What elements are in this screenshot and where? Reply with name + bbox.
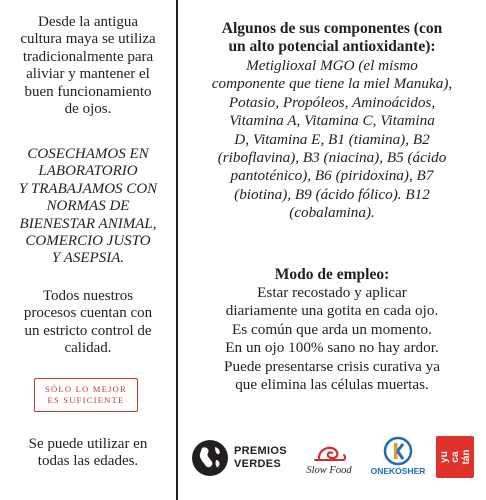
components-list: Metiglioxal MGO (el mismo componente que tiene la miel Manuka), Potasio, Propóleos, Aminoácidos, Vitamina A, Vitamina C, Vitamina D, Vitamina E, B1 (tiamina), B2 (riboflavina), B3 (niacina), B5 (ácido pantoténico), B6 (piridoxina), B7 (biotina), B9 (ácido fólico). B12 (cobalamina). (211, 57, 453, 222)
quality-paragraph: Todos nuestros procesos cuentan con un estricto control de calidad. (23, 288, 153, 357)
premios-verdes-text: PREMIOS VERDES (234, 445, 287, 470)
onekosher-k-icon (383, 436, 413, 466)
slow-food-text: Slow Food (306, 465, 352, 476)
usage-instructions: Estar recostado y aplicar diariamente una gotita en cada ojo. Es común que arda un momento. En un ojo 100% sano no hay ardor. Puede presentarse crisis curativa ya que elimina las células muertas. (224, 284, 440, 394)
right-column (178, 0, 486, 500)
intro-paragraph: Desde la antigua cultura maya se utiliza tradicionalmente para aliviar y mantener el buen funcionamiento de ojos. (20, 14, 156, 118)
quality-badge: SÓLO LO MEJOR ES SUFICIENTE (34, 378, 138, 412)
ages-paragraph: Se puede utilizar en todas las edades. (28, 436, 148, 470)
yucatan-text: yu ca tán (438, 449, 472, 465)
slow-food-snail-icon (311, 438, 351, 464)
components-heading: Algunos de sus componentes (con un alto potencial antioxidante): (221, 20, 443, 55)
laboratory-paragraph: COSECHAMOS EN LABORATORIO Y TRABAJAMOS CON NORMAS DE BIENESTAR ANIMAL, COMERCIO JUSTO Y ASEPSIA. (18, 146, 158, 267)
onekosher-text: ONEKOSHER (370, 466, 426, 476)
left-column (0, 0, 176, 500)
usage-heading: Modo de empleo: (274, 266, 390, 283)
onekosher-logo (364, 436, 432, 480)
premios-verdes-logo (190, 436, 290, 480)
premios-verdes-globe-icon (190, 438, 230, 478)
slow-food-logo (297, 438, 361, 478)
yucatan-logo (436, 436, 474, 478)
